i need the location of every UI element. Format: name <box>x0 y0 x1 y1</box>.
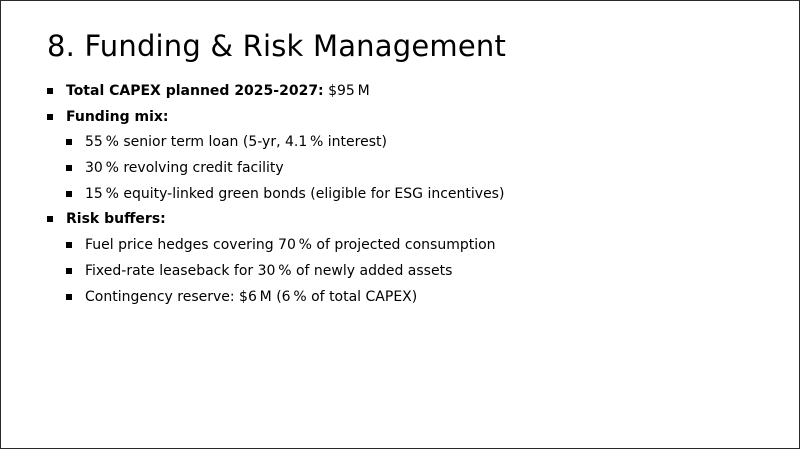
bullet-text: 15 % equity-linked green bonds (eligible for ESG incentives) <box>85 185 505 202</box>
bullet-risk-buffers <box>47 209 504 235</box>
sub-bullet-fuel-hedges <box>47 235 504 261</box>
square-bullet-icon <box>66 139 72 145</box>
square-bullet-icon <box>66 268 72 274</box>
bullet-text: Fuel price hedges covering 70 % of projected consumption <box>85 237 496 254</box>
sub-bullet-green-bonds <box>47 184 504 210</box>
bullet-text: 30 % revolving credit facility <box>85 160 284 177</box>
bullet-total-capex <box>47 81 504 107</box>
square-bullet-icon <box>66 294 72 300</box>
square-bullet-icon <box>47 88 53 94</box>
bullet-text: $95 M <box>323 83 370 99</box>
square-bullet-icon <box>66 242 72 248</box>
slide-title: 8. Funding & Risk Management <box>47 29 507 63</box>
bullet-text: Fixed-rate leaseback for 30 % of newly added assets <box>85 262 453 279</box>
bullet-heading: Total CAPEX planned 2025-2027: <box>66 83 324 99</box>
bullet-text: Contingency reserve: $6 M (6 % of total CAPEX) <box>85 288 418 305</box>
bullet-heading: Funding mix: <box>66 108 169 125</box>
square-bullet-icon <box>47 216 53 222</box>
sub-bullet-revolving-credit <box>47 158 504 184</box>
bullet-funding-mix <box>47 107 504 133</box>
square-bullet-icon <box>66 191 72 197</box>
bullet-list <box>47 81 504 312</box>
sub-bullet-contingency-reserve <box>47 287 504 313</box>
sub-bullet-senior-term-loan <box>47 132 504 158</box>
square-bullet-icon <box>66 165 72 171</box>
square-bullet-icon <box>47 114 53 120</box>
bullet-text: 55 % senior term loan (5-yr, 4.1 % interest) <box>85 134 387 151</box>
sub-bullet-leaseback <box>47 261 504 287</box>
bullet-heading: Risk buffers: <box>66 211 166 228</box>
